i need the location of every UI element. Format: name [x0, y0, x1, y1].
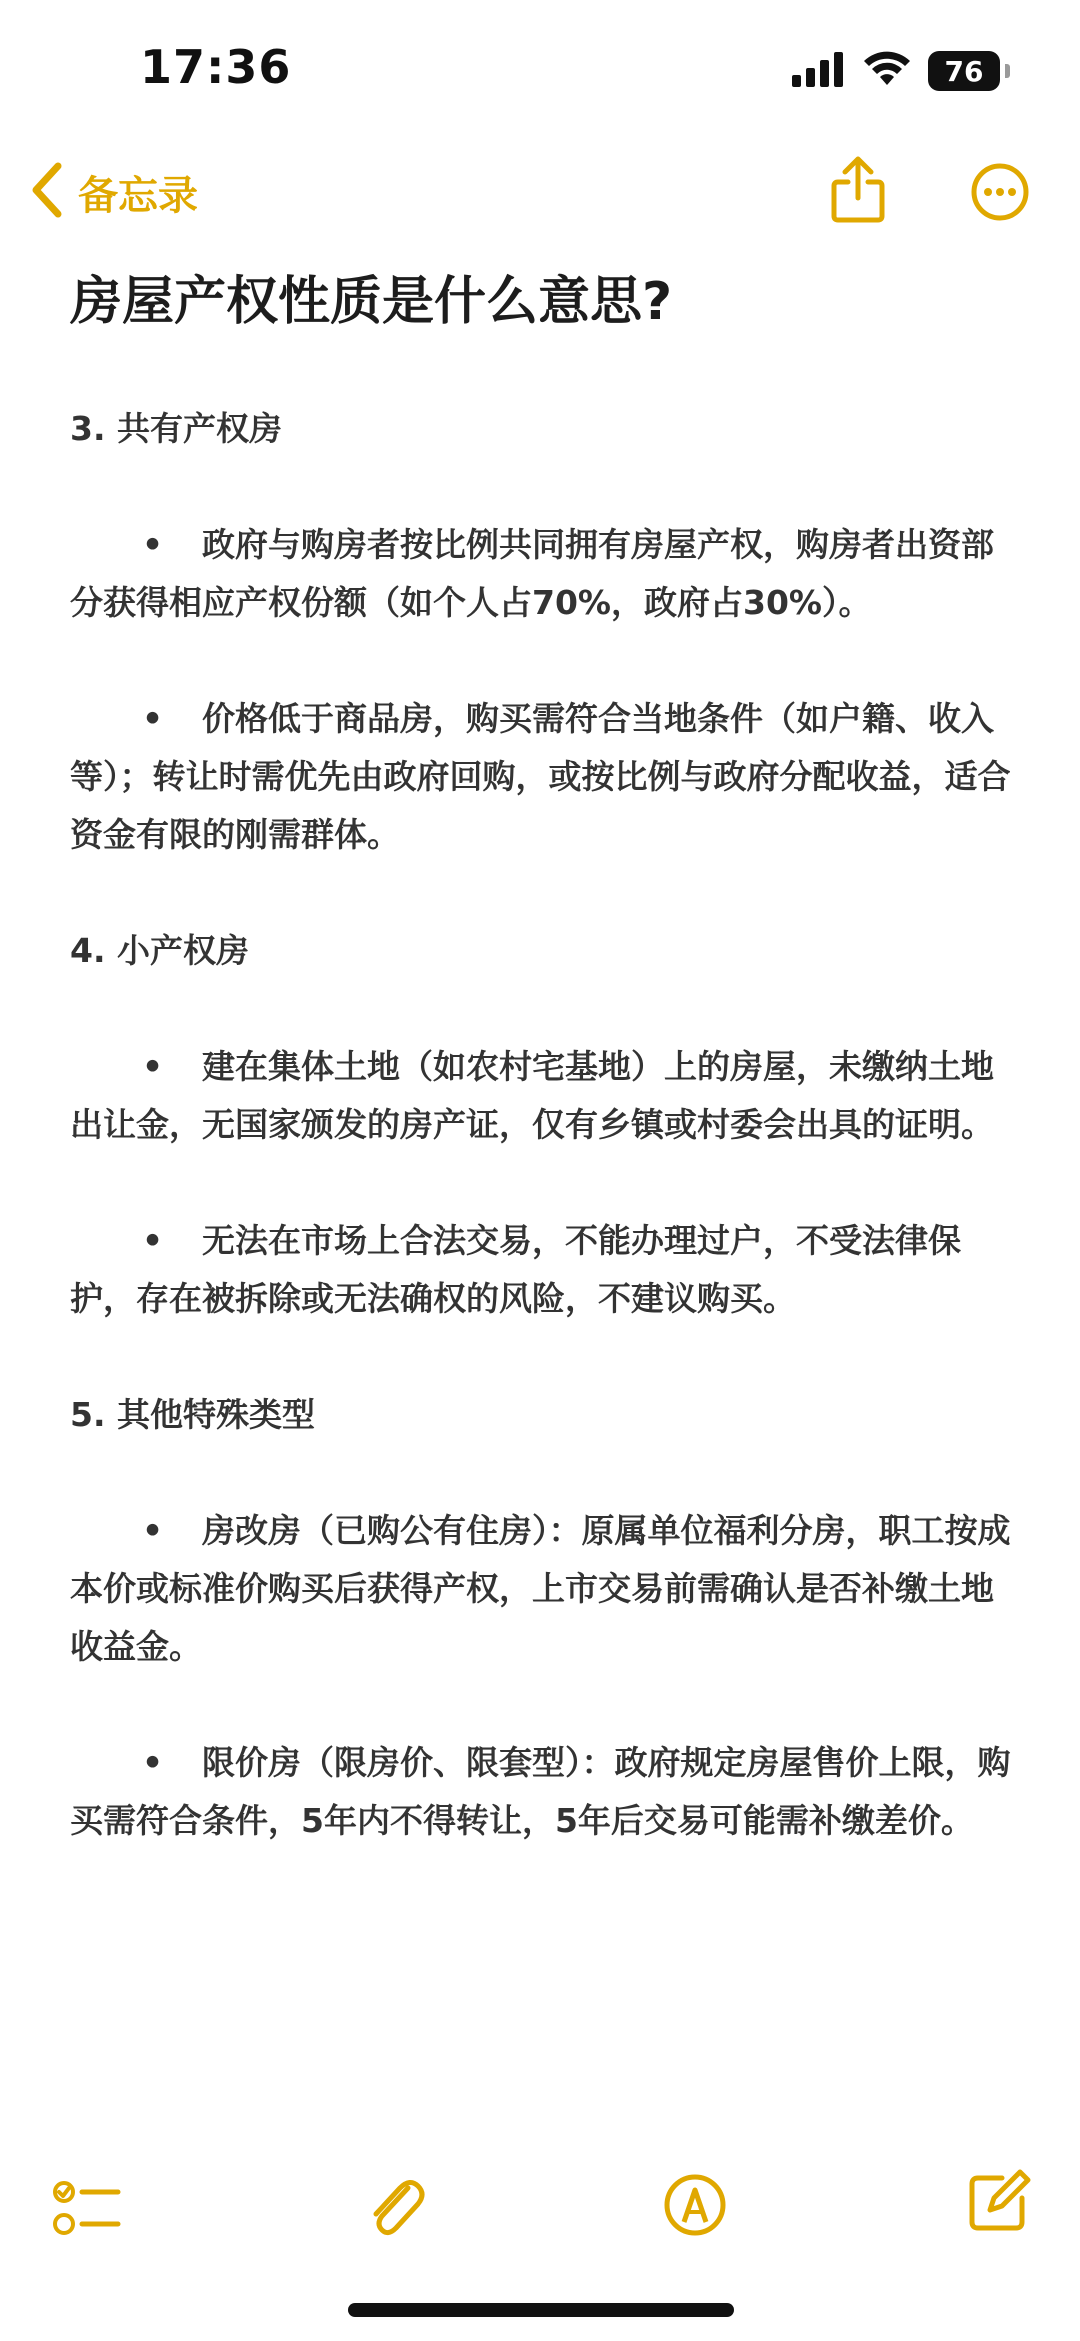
markup-button[interactable]: [662, 2172, 728, 2242]
bullet-text: 限价房（限房价、限套型）：政府规定房屋售价上限，购买需符合条件，5年内不得转让，5年后交易可能需补缴差价。: [70, 1743, 1011, 1840]
bullet-paragraph: [70, 1734, 1020, 1850]
signal-icon: [790, 51, 846, 91]
bullet-icon: •: [142, 1221, 164, 1260]
status-icons: [790, 50, 1000, 92]
bullet-paragraph: [70, 1502, 1020, 1676]
battery-cap: [1005, 64, 1010, 78]
bullet-paragraph: [70, 516, 1020, 632]
bullet-text: 房改房（已购公有住房）：原属单位福利分房，职工按成本价或标准价购买后获得产权，上市交易前需确认是否补缴土地收益金。: [70, 1511, 1011, 1666]
wifi-icon: [862, 50, 912, 92]
checklist-icon: [52, 2227, 122, 2246]
more-button[interactable]: [970, 162, 1030, 226]
battery-icon: [928, 51, 1000, 91]
back-button[interactable]: [30, 162, 198, 222]
bullet-text: 价格低于商品房，购买需符合当地条件（如户籍、收入等）；转让时需优先由政府回购，或按比例与政府分配收益，适合资金有限的刚需群体。: [70, 699, 1011, 854]
status-bar: [0, 0, 1080, 140]
more-icon: [970, 207, 1030, 226]
back-label: 备忘录: [78, 172, 198, 219]
note-content[interactable]: [70, 262, 1020, 1850]
compose-icon: [966, 2219, 1032, 2238]
bullet-icon: •: [142, 1743, 164, 1782]
battery-level: 76: [944, 54, 984, 88]
markup-pen-icon: [662, 2223, 728, 2242]
bullet-text: 建在集体土地（如农村宅基地）上的房屋，未缴纳土地出让金，无国家颁发的房产证，仅有乡镇或村委会出具的证明。: [70, 1047, 994, 1144]
checklist-button[interactable]: [52, 2178, 122, 2246]
chevron-left-icon: [30, 162, 64, 222]
home-indicator[interactable]: [348, 2303, 734, 2317]
attachment-button[interactable]: [362, 2170, 426, 2246]
bullet-paragraph: [70, 1212, 1020, 1328]
bullet-icon: •: [142, 699, 164, 738]
bullet-paragraph: [70, 690, 1020, 864]
status-time: 17:36: [140, 40, 292, 94]
share-button[interactable]: [828, 154, 888, 228]
note-title: 房屋产权性质是什么意思?: [70, 272, 673, 332]
bullet-icon: •: [142, 1047, 164, 1086]
bottom-toolbar: [0, 2160, 1080, 2260]
bullet-text: 无法在市场上合法交易，不能办理过户，不受法律保护，存在被拆除或无法确权的风险，不建议购买。: [70, 1221, 961, 1318]
section-heading: 4. 小产权房: [70, 931, 249, 970]
section-heading: 3. 共有产权房: [70, 409, 282, 448]
compose-button[interactable]: [966, 2168, 1032, 2238]
bullet-icon: •: [142, 525, 164, 564]
bullet-paragraph: [70, 1038, 1020, 1154]
share-icon: [828, 209, 888, 228]
nav-bar: [0, 140, 1080, 260]
section-heading: 5. 其他特殊类型: [70, 1395, 315, 1434]
attachment-icon: [362, 2227, 426, 2246]
bullet-icon: •: [142, 1511, 164, 1550]
bullet-text: 政府与购房者按比例共同拥有房屋产权，购房者出资部分获得相应产权份额（如个人占70%，政府占30%）。: [70, 525, 994, 622]
